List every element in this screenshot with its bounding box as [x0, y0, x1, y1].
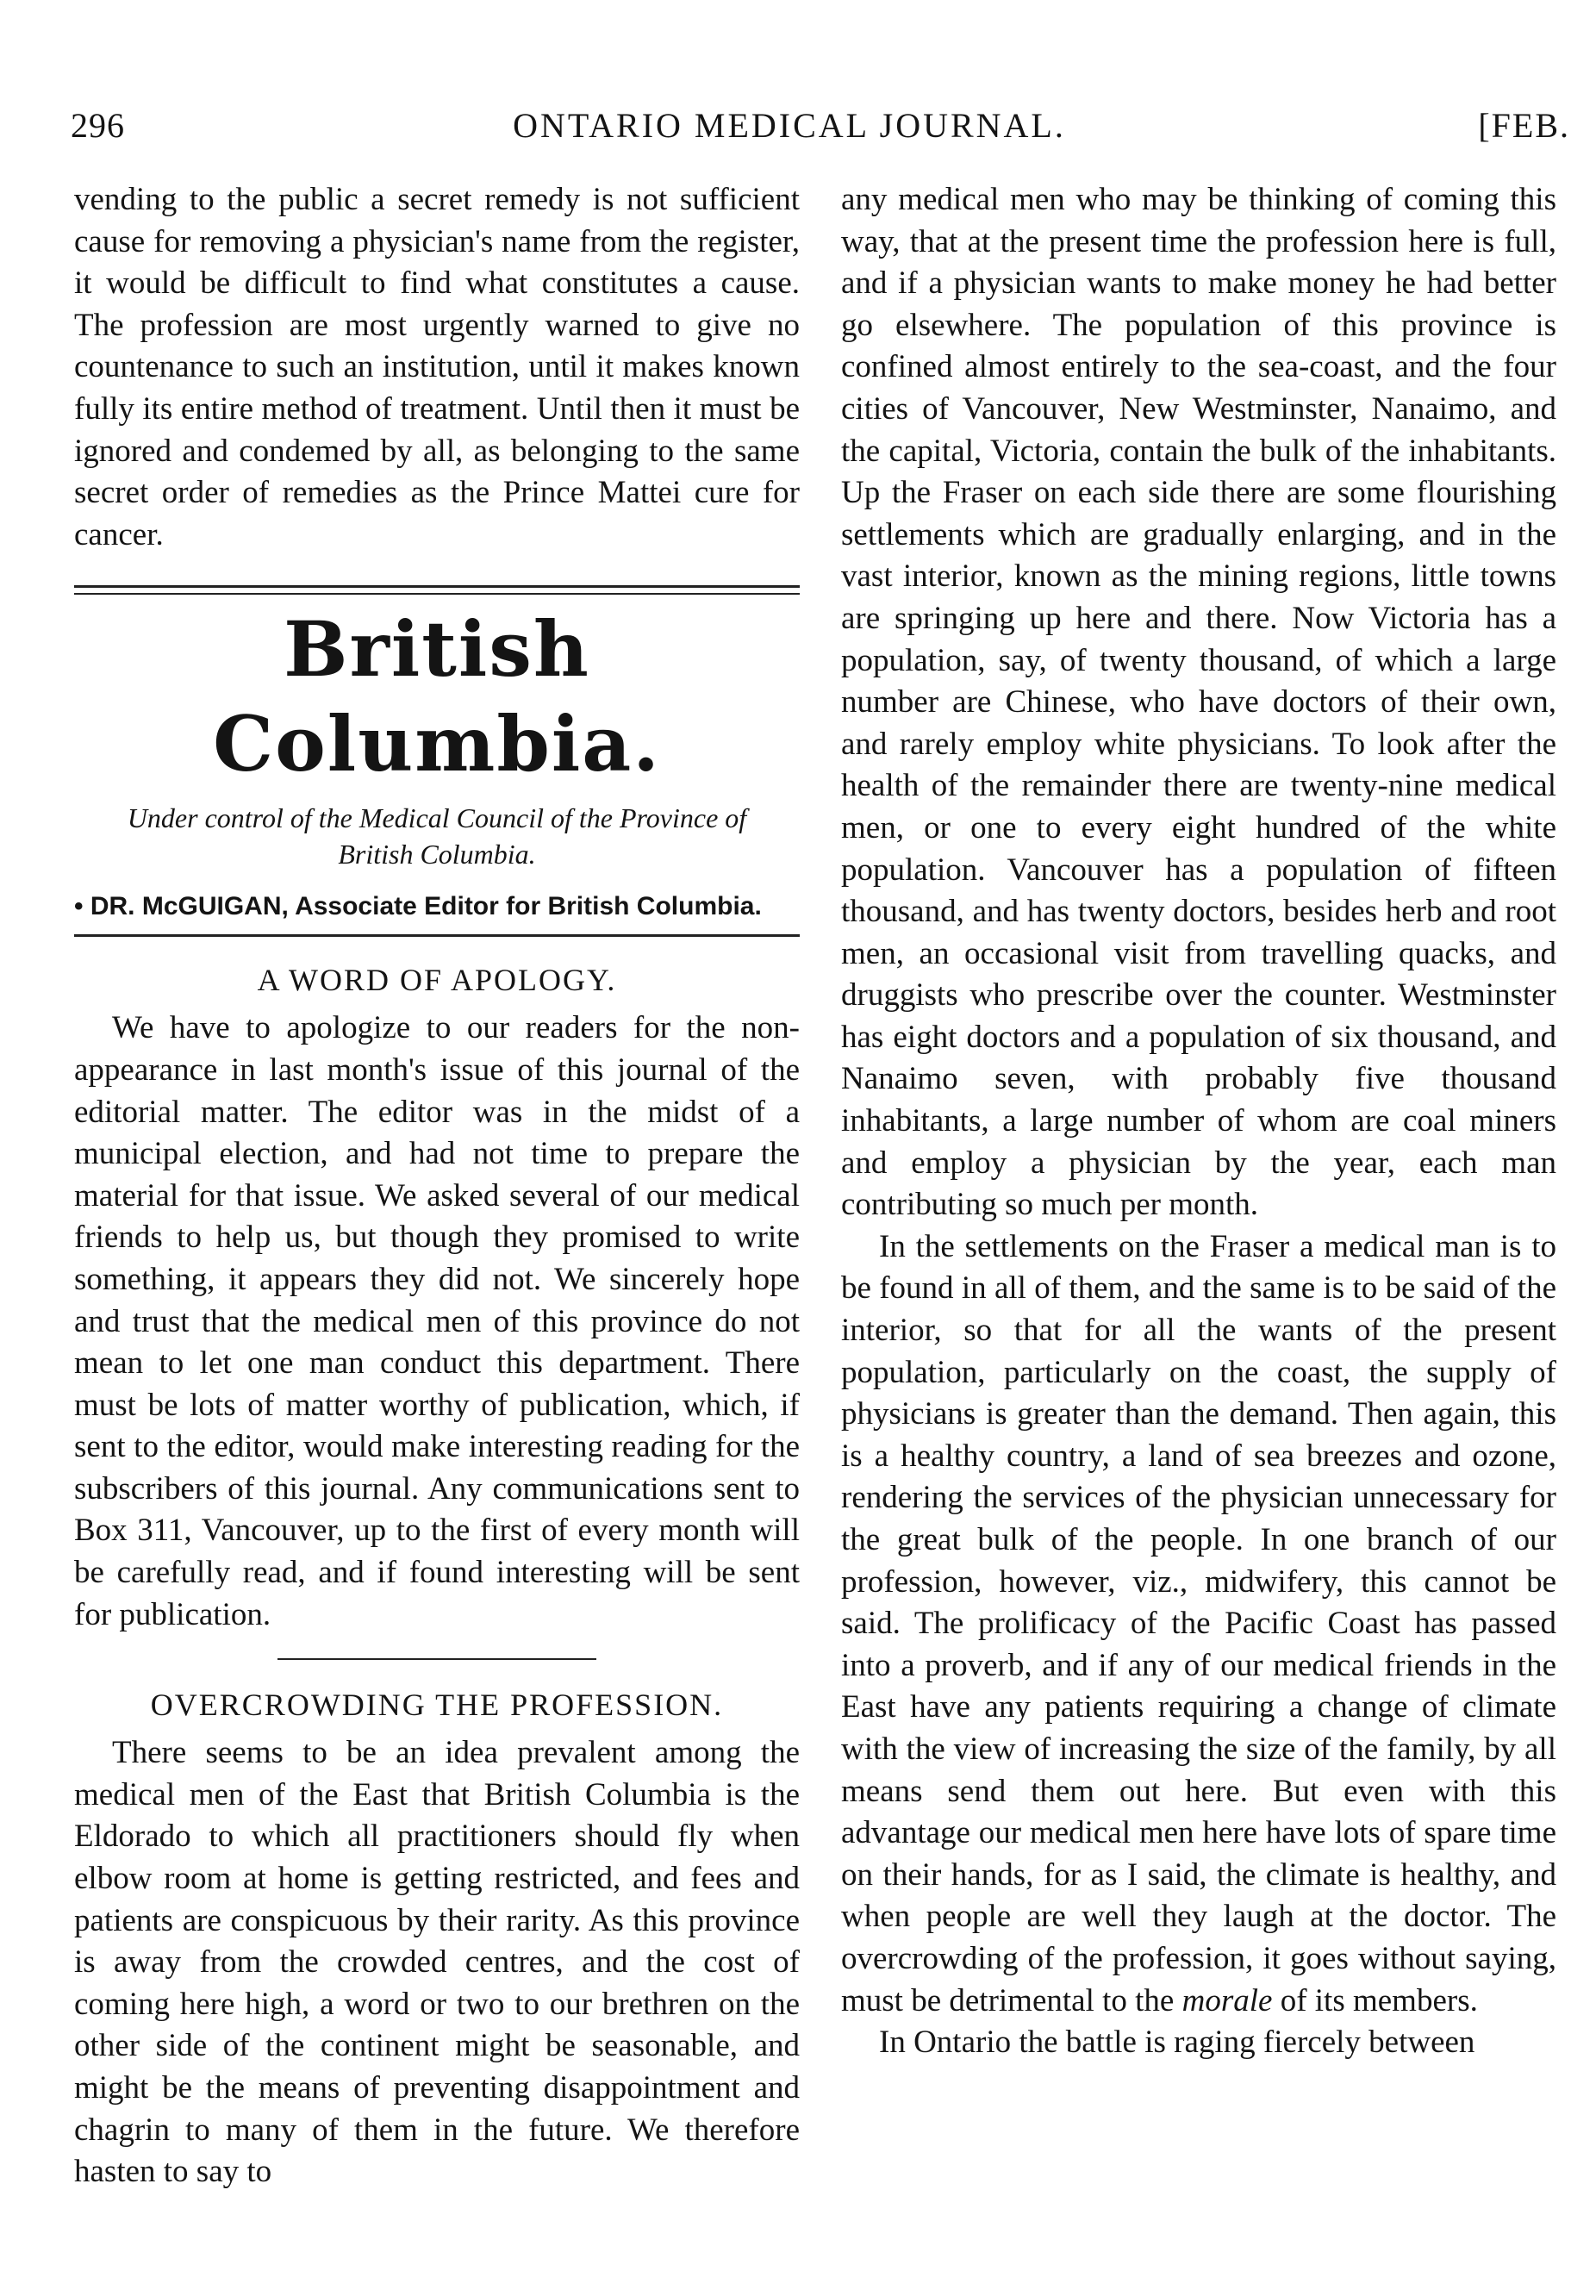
section-title: British Columbia. [213, 604, 661, 789]
section-divider [74, 585, 800, 595]
settlements-paragraph [841, 1226, 1556, 2022]
intro-paragraph: vending to the public a secret remedy is not sufficient cause for removing a physician's name from the register, it would be difficult to find what constitutes a cause. The profession are most urgently warned to give no countenance to such an institution, until it makes known fully its entire method of treatment. Until then it must be ignored and condemed by all, as belonging to the same secret order of remedies as the Prince Mattei cure for cancer. [74, 182, 800, 552]
article-heading-apology: A WORD OF APOLOGY. [257, 963, 617, 998]
ontario-paragraph: In Ontario the battle is raging fiercely between [879, 2025, 1475, 2061]
header-month: [FEB. [1478, 106, 1570, 145]
left-column [74, 179, 800, 2193]
article-paragraph-apology: We have to apologize to our readers for the non-appearance in last month's issue of this journal of the editorial matter. The editor was in the midst of a municipal election, and had not time to prepare the material for that issue. We asked several of our medical friends to help us, but though they promised to write something, it appears they did not. We sincerely hope and trust that the medical men of this province do not mean to let one man conduct this department. There must be lots of matter worthy of publication, which, if sent to the editor, would make interesting reading for the subscribers of this journal. Any communications sent to Box 311, Vancouver, up to the first of every month will be carefully read, and if found interesting will be sent for publication. [74, 1010, 800, 1632]
settlements-text-end: of its members. [1280, 1982, 1478, 2018]
right-column [841, 179, 1556, 2064]
running-title: ONTARIO MEDICAL JOURNAL. [513, 106, 1066, 145]
page-number: 296 [71, 106, 125, 145]
editor-divider [74, 934, 800, 937]
section-subtitle: Under control of the Medical Council of the Province of British Columbia. [127, 802, 747, 870]
associate-editor-line: • DR. McGUIGAN, Associate Editor for British Columbia. [74, 892, 762, 921]
article-divider [277, 1658, 596, 1660]
settlements-text: In the settlements on the Fraser a medical man is to be found in all of them, and the same is to be said of the interior, so that for all the wants of the present population, particularly on the coast, the supply of physicians is greater than the demand. Then again, this is a healthy country, a land of sea breezes and ozone, rendering the services of the physician unnecessary for the great bulk of the people. In one branch of our profession, however, viz., midwifery, this cannot be said. The prolificacy of the Pacific Coast has passed into a proverb, and if any of our medical friends in the East have any patients requiring a change of climate with the view of increasing the size of the family, by all means send them out here. But even with this advantage our medical men here have lots of spare time on their hands, for as I said, the climate is healthy, and when people are well they laugh at the doctor. The overcrowding of the profession, it goes without saying, must be detrimental to the [841, 1228, 1556, 2018]
continued-paragraph: any medical men who may be thinking of coming this way, that at the present time the profession here is full, and if a physician wants to make money he had better go elsewhere. The population of this province is confined almost entirely to the sea-coast, and the four cities of Vancouver, New Westminster, Nanaimo, and the capital, Victoria, contain the bulk of the inhabitants. Up the Fraser on each side there are some flourishing settlements which are gradually enlarging, and in the vast interior, known as the mining regions, little towns are springing up here and there. Now Victoria has a population, say, of twenty thousand, of which a large number are Chinese, who have doctors of their own, and rarely employ white physicians. To look after the health of the remainder there are twenty-nine medical men, or one to every eight hundred of the white population. Vancouver has a population of fifteen thousand, and has twenty doctors, besides herb and root men, an occasional visit from travelling quacks, and druggists who prescribe over the counter. Westminster has eight doctors and a population of six thousand, and Nanaimo seven, with probably five thousand inhabitants, a large number of whom are coal miners and employ a physician by the year, each man contributing so much per month. [841, 182, 1556, 1223]
article-heading-overcrowding: OVERCROWDING THE PROFESSION. [150, 1688, 724, 1723]
article-paragraph-overcrowding: There seems to be an idea prevalent among the medical men of the East that British Columbia is the Eldorado to which all practitioners should fly when elbow room at home is getting restricted, and fees and patients are conspicuous by their rarity. As this province is away from the crowded centres, and the cost of coming here high, a word or two to our brethren on the other side of the continent might be seasonable, and might be the means of preventing disappointment and chagrin to many of them in the future. We therefore hasten to say to [74, 1735, 800, 2190]
page-header [0, 105, 1596, 157]
morale-italic: morale [1181, 1982, 1273, 2018]
